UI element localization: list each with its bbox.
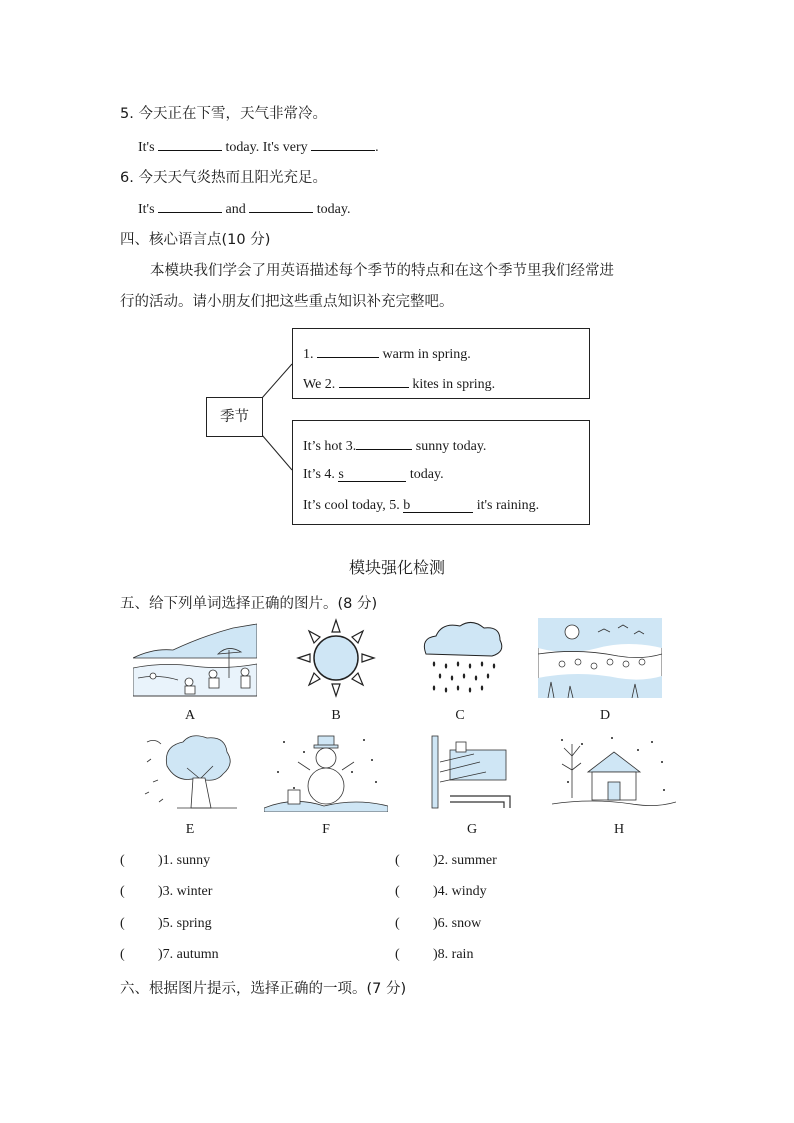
weather-blank-3[interactable] [356,435,412,450]
picture-label-d: D [599,708,611,723]
weather-l4-text-a: It’s 4. [303,467,335,482]
weather-line-5 [303,498,539,514]
question-7-number: )7. [158,947,174,962]
question-5-number: )5. [158,916,174,931]
spring-l1-num: 1. [303,347,314,362]
question-6-number: )6. [433,916,449,931]
question-1[interactable] [120,853,210,869]
weather-l4-text-b: today. [409,467,444,482]
q5-text-a: It's [138,140,155,155]
question-6-open: ( [395,916,400,931]
question-8[interactable] [395,947,473,963]
q6-text-a: It's [138,202,155,217]
section4-title: 四、核心语言点(10 分) [120,232,271,248]
question-4-open: ( [395,884,400,899]
picture-label-g: G [466,822,478,837]
module-title: 模块强化检测 [348,558,445,577]
question-7-open: ( [120,947,125,962]
question-2-word: summer [451,853,497,868]
weather-blank-5[interactable] [403,498,473,513]
question-5[interactable] [120,916,212,932]
season-center-label: 季节 [220,409,249,425]
question-3[interactable] [120,884,212,900]
picture-label-b: B [331,708,341,723]
beach-icon [133,618,257,698]
question-1-open: ( [120,853,125,868]
rain-cloud-icon [398,618,522,698]
question-1-number: )1. [158,853,174,868]
section4-intro-line1: 本模块我们学会了用英语描述每个季节的特点和在这个季节里我们经常进 [150,263,614,279]
question-4[interactable] [395,884,487,900]
season-center-box [206,397,263,437]
weather-hint-s: s [338,467,344,482]
q5-chinese: 5. 今天正在下雪，天气非常冷。 [120,106,327,122]
question-6[interactable] [395,916,481,932]
snowman-icon [264,732,388,812]
weather-line-4 [303,467,444,483]
spring-l1-text: warm in spring. [382,347,471,362]
weather-line-3 [303,435,486,455]
weather-l3-text-a: It’s hot 3. [303,439,357,454]
spring-l2-text: kites in spring. [412,377,496,392]
connector-top [262,364,292,398]
connector-bottom [262,435,292,470]
picture-label-c: C [455,708,465,723]
question-5-open: ( [120,916,125,931]
question-7-word: autumn [176,947,219,962]
q5-text-c: . [375,140,379,155]
weather-l5-text-a: It’s cool today, 5. [303,498,400,513]
weather-box [292,420,590,525]
question-1-word: sunny [176,853,211,868]
q6-chinese: 6. 今天天气炎热而且阳光充足。 [120,170,327,186]
spring-field-icon [538,618,662,698]
autumn-tree-icon [137,732,261,812]
question-4-word: windy [451,884,487,899]
spring-blank-2[interactable] [339,373,409,388]
question-7[interactable] [120,947,219,963]
section5-title: 五、给下列单词选择正确的图片。(8 分) [120,596,378,612]
question-3-open: ( [120,884,125,899]
picture-label-h: H [613,822,625,837]
spring-l2-num: We 2. [303,377,336,392]
question-8-open: ( [395,947,400,962]
weather-blank-4[interactable] [338,467,406,482]
section6-title: 六、根据图片提示，选择正确的一项。(7 分) [120,981,407,997]
question-4-number: )4. [433,884,449,899]
windy-street-icon [410,732,534,812]
question-2-number: )2. [433,853,449,868]
question-2-open: ( [395,853,400,868]
question-8-number: )8. [433,947,449,962]
question-3-number: )3. [158,884,174,899]
q6-text-b: and [225,202,246,217]
spring-box [292,328,590,399]
q5-text-b: today. It's very [225,140,308,155]
spring-line-2 [303,373,495,393]
spring-line-1 [303,343,471,363]
question-6-word: snow [451,916,482,931]
sun-icon [274,618,398,698]
snowy-house-icon [552,732,676,812]
section4-intro-line2: 行的活动。请小朋友们把这些重点知识补充完整吧。 [120,294,454,310]
q6-text-c: today. [316,202,351,217]
question-5-word: spring [176,916,212,931]
weather-l3-text-b: sunny today. [415,439,487,454]
weather-l5-text-b: it's raining. [476,498,540,513]
question-8-word: rain [451,947,474,962]
picture-label-e: E [185,822,195,837]
question-3-word: winter [176,884,213,899]
question-2[interactable] [395,853,497,869]
picture-label-f: F [322,822,330,837]
picture-label-a: A [184,708,196,723]
weather-hint-b: b [403,498,411,513]
spring-blank-1[interactable] [317,343,379,358]
